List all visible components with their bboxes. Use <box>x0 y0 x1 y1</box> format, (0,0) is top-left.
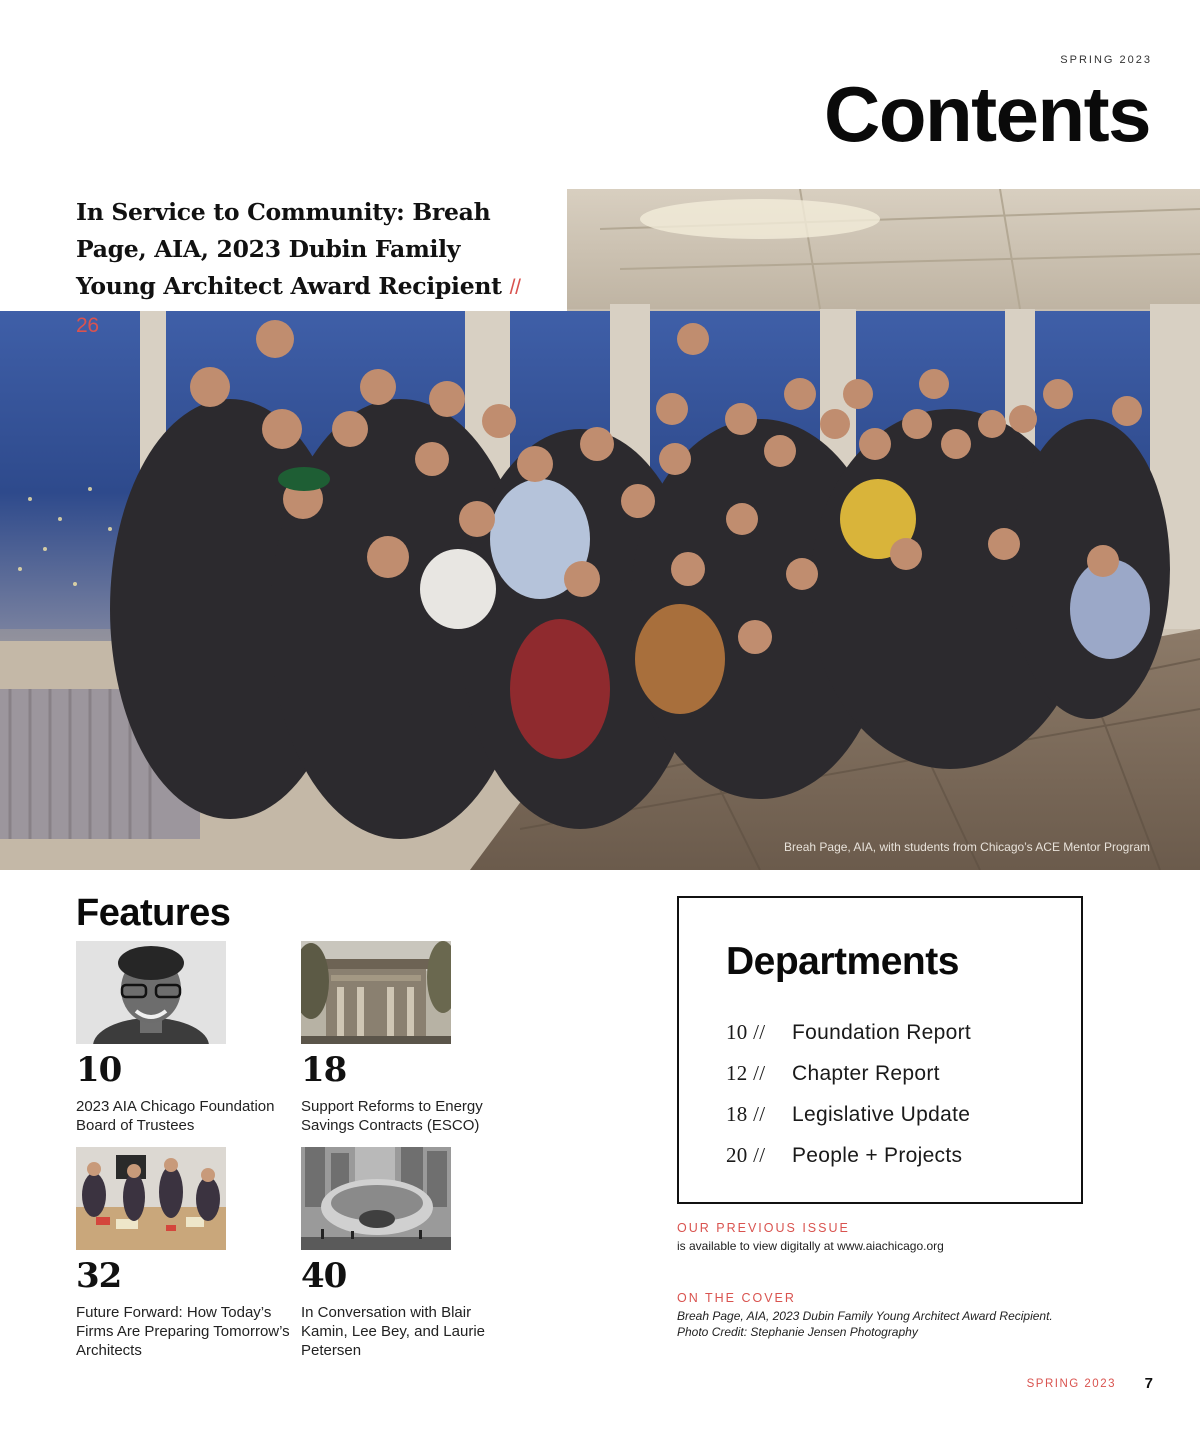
feature-description: 2023 AIA Chicago Foundation Board of Trustees <box>76 1098 275 1134</box>
cover-story-title-text: In Service to Community: Breah Page, AIA, 2023 Dubin Family Young Architect Award Recipient <box>76 198 502 300</box>
folio-issue: SPRING 2023 <box>1026 1378 1116 1390</box>
features-heading: Features <box>76 892 231 934</box>
previous-issue-label: OUR PREVIOUS ISSUE <box>677 1221 850 1235</box>
photo-credit: Photo Credit: Stephanie Jensen Photography <box>677 1325 918 1339</box>
feature-page: 40 <box>301 1256 347 1296</box>
department-label: People + Projects <box>792 1144 963 1167</box>
department-page: 20 // <box>726 1143 766 1167</box>
building-photo <box>301 941 451 1044</box>
on-the-cover-text: Breah Page, AIA, 2023 Dubin Family Young Architect Award Recipient. <box>677 1309 1053 1323</box>
feature-item[interactable] <box>301 941 516 1135</box>
cloud-gate-photo <box>301 1147 451 1250</box>
departments-heading: Departments <box>726 940 959 983</box>
page-separator: // <box>509 276 521 299</box>
department-item[interactable] <box>726 1135 1081 1176</box>
feature-description: In Conversation with Blair Kamin, Lee Bey, and Laurie Petersen <box>301 1304 486 1359</box>
department-page: 10 // <box>726 1020 766 1044</box>
cover-story-link[interactable] <box>0 189 567 337</box>
previous-issue-text[interactable]: is available to view digitally at www.aiachicago.org <box>677 1239 944 1253</box>
cover-story-title <box>76 194 547 344</box>
department-page: 18 // <box>726 1102 766 1126</box>
department-item[interactable] <box>726 1053 1081 1094</box>
feature-description: Future Forward: How Today’s Firms Are Preparing Tomorrow’s Architects <box>76 1304 290 1359</box>
department-item[interactable] <box>726 1094 1081 1135</box>
feature-item[interactable] <box>76 1147 291 1360</box>
department-label: Legislative Update <box>792 1103 971 1126</box>
department-label: Chapter Report <box>792 1062 940 1085</box>
page-title: Contents <box>824 70 1150 158</box>
feature-page: 10 <box>76 1050 122 1090</box>
feature-description: Support Reforms to Energy Savings Contracts (ESCO) <box>301 1098 483 1134</box>
department-page: 12 // <box>726 1061 766 1085</box>
workshop-photo <box>76 1147 226 1250</box>
on-the-cover-label: ON THE COVER <box>677 1291 796 1305</box>
portrait-photo <box>76 941 226 1044</box>
feature-page: 18 <box>301 1050 347 1090</box>
cover-story-page: 26 <box>76 314 99 337</box>
department-item[interactable] <box>726 1012 1081 1053</box>
departments-box <box>677 896 1083 1204</box>
feature-page: 32 <box>76 1256 122 1296</box>
department-label: Foundation Report <box>792 1021 972 1044</box>
feature-item[interactable] <box>301 1147 516 1360</box>
feature-item[interactable] <box>76 941 291 1135</box>
page-number: 7 <box>1144 1375 1153 1392</box>
issue-label-top: SPRING 2023 <box>1060 54 1152 66</box>
photo-caption: Breah Page, AIA, with students from Chicago’s ACE Mentor Program <box>784 840 1150 854</box>
